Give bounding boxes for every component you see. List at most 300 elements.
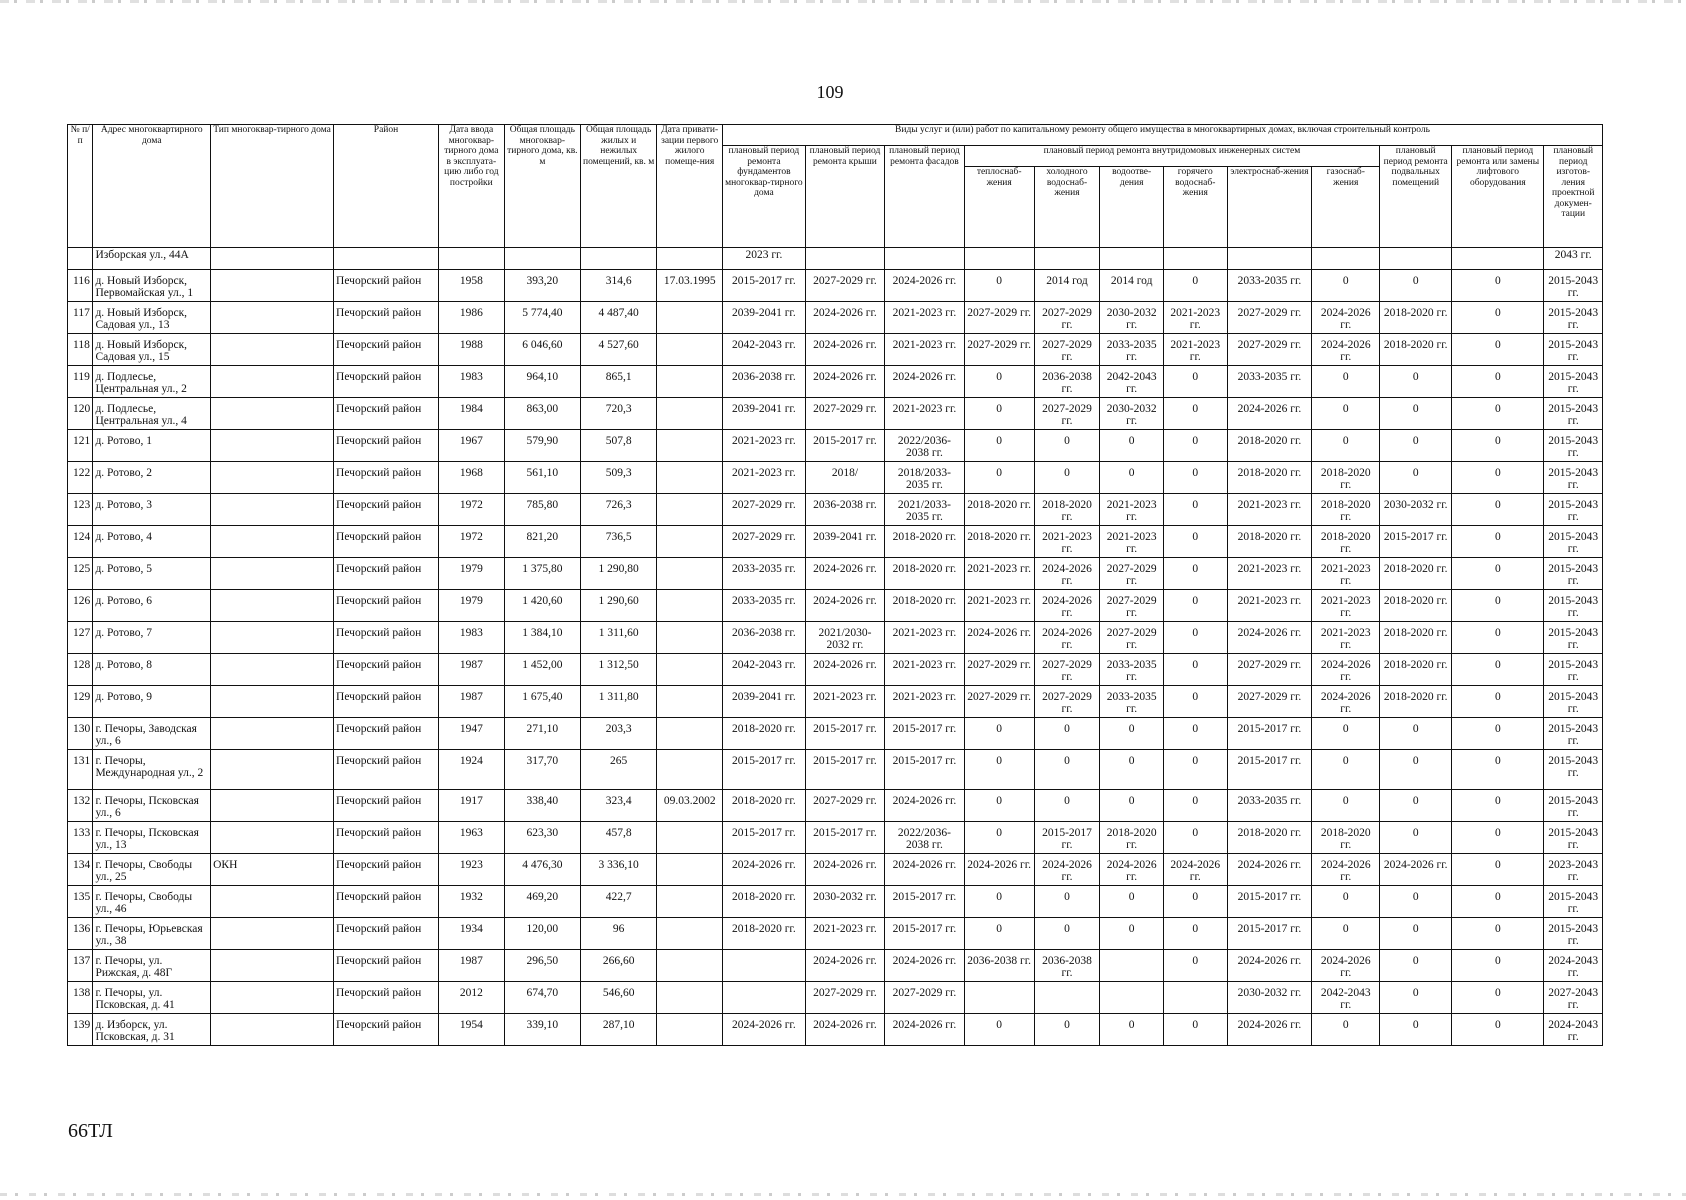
cell-year: 1954 [438,1014,504,1046]
cell-electricity: 2027-2029 гг. [1227,334,1312,366]
cell-facade: 2022/2036-2038 гг. [885,430,964,462]
cell-electricity: 2018-2020 гг. [1227,822,1312,854]
cell-cold-water: 2027-2029 гг. [1034,398,1100,430]
cell-year: 1967 [438,430,504,462]
cell-facade: 2021-2023 гг. [885,334,964,366]
cell-foundation: 2039-2041 гг. [723,686,806,718]
cell-living-area: 736,5 [581,526,657,558]
table-row [68,398,1603,430]
cell-address: г. Печоры, ул. Псковская, д. 41 [93,982,211,1014]
cell-sewerage: 0 [1100,750,1164,790]
cell-heating: 2024-2026 гг. [964,854,1034,886]
cell-sewerage [1100,982,1164,1014]
header-facade: плановый период ремонта фасадов [885,146,964,248]
cell-year: 1934 [438,918,504,950]
header-address: Адрес многоквартирного дома [93,125,211,248]
cell-total-area: 339,10 [504,1014,580,1046]
cell-year: 1987 [438,654,504,686]
table-header [68,125,1603,248]
cell-address: д. Ротово, 7 [93,622,211,654]
cell-heating: 2021-2023 гг. [964,590,1034,622]
cell-total-area: 579,90 [504,430,580,462]
cell-facade: 2018-2020 гг. [885,590,964,622]
cell-house-type [211,526,334,558]
cell-gas: 0 [1312,366,1380,398]
cell-num: 137 [68,950,93,982]
cell-district: Печорский район [334,366,439,398]
cell-facade: 2024-2026 гг. [885,854,964,886]
cell-heating [964,982,1034,1014]
cell-year: 1947 [438,718,504,750]
cell-year: 1979 [438,558,504,590]
cell-basement: 2024-2026 гг. [1380,854,1452,886]
cell-hot-water: 0 [1163,398,1227,430]
cell-address: д. Подлесье, Центральная ул., 4 [93,398,211,430]
cell-sewerage: 2014 год [1100,270,1164,302]
cell-privatization [657,622,723,654]
cell-num: 124 [68,526,93,558]
table-row [68,654,1603,686]
cell-address: г. Печоры, ул. Рижская, д. 48Г [93,950,211,982]
cell-elevator [1452,248,1544,270]
cell-living-area: 1 290,80 [581,558,657,590]
cell-total-area: 338,40 [504,790,580,822]
cell-district: Печорский район [334,854,439,886]
cell-address: г. Печоры, Юрьевская ул., 38 [93,918,211,950]
table-row [68,302,1603,334]
cell-address: г. Печоры, Международная ул., 2 [93,750,211,790]
cell-hot-water: 0 [1163,558,1227,590]
cell-gas: 0 [1312,918,1380,950]
cell-electricity: 2015-2017 гг. [1227,886,1312,918]
cell-privatization [657,950,723,982]
cell-electricity: 2015-2017 гг. [1227,718,1312,750]
cell-roof: 2015-2017 гг. [805,718,884,750]
cell-total-area: 4 476,30 [504,854,580,886]
cell-district: Печорский район [334,270,439,302]
cell-hot-water: 0 [1163,270,1227,302]
cell-gas: 2024-2026 гг. [1312,334,1380,366]
cell-basement: 0 [1380,982,1452,1014]
cell-gas: 2021-2023 гг. [1312,622,1380,654]
cell-num: 129 [68,686,93,718]
cell-electricity: 2018-2020 гг. [1227,462,1312,494]
header-heating: теплоснаб-жения [964,167,1034,248]
cell-design: 2015-2043 гг. [1544,398,1603,430]
cell-hot-water: 0 [1163,918,1227,950]
cell-foundation: 2023 гг. [723,248,806,270]
cell-hot-water: 0 [1163,790,1227,822]
cell-hot-water: 0 [1163,654,1227,686]
cell-privatization [657,462,723,494]
cell-design: 2015-2043 гг. [1544,462,1603,494]
cell-design: 2015-2043 гг. [1544,430,1603,462]
cell-district: Печорский район [334,398,439,430]
cell-privatization [657,918,723,950]
cell-address: д. Новый Изборск, Первомайская ул., 1 [93,270,211,302]
cell-basement: 2030-2032 гг. [1380,494,1452,526]
cell-address: д. Ротово, 4 [93,526,211,558]
cell-year: 1988 [438,334,504,366]
cell-cold-water: 0 [1034,886,1100,918]
cell-house-type [211,430,334,462]
cell-roof: 2024-2026 гг. [805,854,884,886]
cell-district: Печорский район [334,790,439,822]
cell-house-type [211,750,334,790]
cell-roof: 2021/2030-2032 гг. [805,622,884,654]
continuation-row [68,248,1603,270]
cell-heating: 0 [964,1014,1034,1046]
header-cold-water: холодного водоснаб-жения [1034,167,1100,248]
cell-heating: 2018-2020 гг. [964,494,1034,526]
cell-privatization [657,590,723,622]
cell-roof: 2015-2017 гг. [805,822,884,854]
cell-heating: 2021-2023 гг. [964,558,1034,590]
cell-sewerage: 2027-2029 гг. [1100,622,1164,654]
cell-elevator: 0 [1452,526,1544,558]
cell-address: д. Ротово, 2 [93,462,211,494]
cell-year: 1968 [438,462,504,494]
cell-total-area: 821,20 [504,526,580,558]
cell-house-type [211,622,334,654]
cell-design: 2015-2043 гг. [1544,886,1603,918]
cell-facade [885,248,964,270]
cell-design: 2015-2043 гг. [1544,494,1603,526]
header-electricity: электроснаб-жения [1227,167,1312,248]
cell-house-type [211,398,334,430]
cell-roof: 2039-2041 гг. [805,526,884,558]
header-district: Район [334,125,439,248]
cell-elevator: 0 [1452,1014,1544,1046]
cell-num: 116 [68,270,93,302]
cell-privatization [657,430,723,462]
cell-privatization [657,398,723,430]
cell-sewerage: 2024-2026 гг. [1100,854,1164,886]
cell-roof: 2024-2026 гг. [805,590,884,622]
cell-district: Печорский район [334,494,439,526]
cell-gas: 2024-2026 гг. [1312,854,1380,886]
cell-address: г. Печоры, Псковская ул., 6 [93,790,211,822]
cell-cold-water: 0 [1034,918,1100,950]
cell-house-type [211,886,334,918]
cell-house-type [211,494,334,526]
cell-district: Печорский район [334,526,439,558]
cell-num: 119 [68,366,93,398]
cell-district: Печорский район [334,590,439,622]
cell-design: 2024-2043 гг. [1544,950,1603,982]
header-num: № п/п [68,125,93,248]
cell-foundation [723,982,806,1014]
cell-design: 2015-2043 гг. [1544,918,1603,950]
cell-house-type [211,302,334,334]
cell-cold-water: 2027-2029 гг. [1034,334,1100,366]
table-row [68,686,1603,718]
cell-cold-water: 0 [1034,462,1100,494]
cell-roof: 2024-2026 гг. [805,654,884,686]
cell-heating: 2027-2029 гг. [964,302,1034,334]
cell-design: 2015-2043 гг. [1544,270,1603,302]
cell-sewerage: 2033-2035 гг. [1100,654,1164,686]
cell-elevator: 0 [1452,398,1544,430]
cell-privatization [657,494,723,526]
cell-gas: 2024-2026 гг. [1312,686,1380,718]
table-row [68,982,1603,1014]
cell-district: Печорский район [334,462,439,494]
cell-heating: 0 [964,462,1034,494]
cell-privatization [657,686,723,718]
cell-facade: 2021-2023 гг. [885,686,964,718]
cell-heating: 0 [964,886,1034,918]
cell-electricity: 2021-2023 гг. [1227,590,1312,622]
cell-electricity: 2024-2026 гг. [1227,1014,1312,1046]
cell-privatization: 17.03.1995 [657,270,723,302]
cell-house-type [211,918,334,950]
cell-gas: 2024-2026 гг. [1312,302,1380,334]
cell-foundation: 2015-2017 гг. [723,270,806,302]
cell-num: 133 [68,822,93,854]
cell-heating: 2036-2038 гг. [964,950,1034,982]
cell-gas: 2021-2023 гг. [1312,590,1380,622]
cell-total-area: 6 046,60 [504,334,580,366]
cell-roof: 2018/ [805,462,884,494]
cell-basement [1380,248,1452,270]
cell-heating: 2027-2029 гг. [964,686,1034,718]
cell-living-area: 1 311,80 [581,686,657,718]
cell-basement: 0 [1380,750,1452,790]
cell-living-area: 3 336,10 [581,854,657,886]
header-total-area: Общая площадь многоквар-тирного дома, кв. м [504,125,580,248]
cell-elevator: 0 [1452,366,1544,398]
cell-cold-water [1034,982,1100,1014]
cell-hot-water [1163,248,1227,270]
table-body [68,248,1603,1046]
cell-design: 2015-2043 гг. [1544,822,1603,854]
cell-elevator: 0 [1452,654,1544,686]
cell-cold-water [1034,248,1100,270]
cell-living-area: 203,3 [581,718,657,750]
header-privatization: Дата привати-зации первого жилого помеще-ния [657,125,723,248]
cell-heating: 0 [964,750,1034,790]
cell-sewerage: 2027-2029 гг. [1100,590,1164,622]
cell-foundation: 2024-2026 гг. [723,1014,806,1046]
cell-heating: 2027-2029 гг. [964,334,1034,366]
cell-gas: 0 [1312,270,1380,302]
cell-hot-water: 0 [1163,686,1227,718]
cell-year: 2012 [438,982,504,1014]
cell-address: г. Печоры, Свободы ул., 46 [93,886,211,918]
cell-foundation: 2033-2035 гг. [723,558,806,590]
header-works-group: Виды услуг и (или) работ по капитальному ремонту общего имущества в многоквартирных домах, включая строительный контроль [723,125,1603,146]
cell-foundation: 2033-2035 гг. [723,590,806,622]
cell-cold-water: 0 [1034,1014,1100,1046]
cell-heating: 0 [964,366,1034,398]
cell-year: 1932 [438,886,504,918]
cell-sewerage: 2027-2029 гг. [1100,558,1164,590]
cell-privatization [657,248,723,270]
cell-privatization [657,334,723,366]
cell-hot-water: 0 [1163,494,1227,526]
cell-house-type [211,334,334,366]
cell-basement: 0 [1380,886,1452,918]
cell-design: 2015-2043 гг. [1544,790,1603,822]
cell-sewerage: 0 [1100,886,1164,918]
cell-living-area: 1 290,60 [581,590,657,622]
cell-electricity: 2027-2029 гг. [1227,654,1312,686]
cell-year: 1984 [438,398,504,430]
cell-basement: 2018-2020 гг. [1380,558,1452,590]
table-row [68,854,1603,886]
cell-design: 2015-2043 гг. [1544,686,1603,718]
cell-foundation: 2036-2038 гг. [723,366,806,398]
table-row [68,270,1603,302]
cell-total-area: 296,50 [504,950,580,982]
cell-district: Печорский район [334,558,439,590]
cell-foundation [723,950,806,982]
cell-electricity: 2033-2035 гг. [1227,366,1312,398]
cell-year: 1987 [438,686,504,718]
cell-roof: 2036-2038 гг. [805,494,884,526]
cell-num: 125 [68,558,93,590]
cell-house-type [211,982,334,1014]
cell-basement: 0 [1380,790,1452,822]
cell-total-area: 469,20 [504,886,580,918]
cell-hot-water: 0 [1163,886,1227,918]
cell-num: 138 [68,982,93,1014]
cell-num: 139 [68,1014,93,1046]
cell-heating: 2027-2029 гг. [964,654,1034,686]
cell-cold-water: 2036-2038 гг. [1034,366,1100,398]
cell-total-area: 674,70 [504,982,580,1014]
table-row [68,590,1603,622]
cell-facade: 2024-2026 гг. [885,950,964,982]
header-commission-date: Дата ввода многоквар-тирного дома в эксплуата-цию либо год постройки [438,125,504,248]
cell-living-area: 4 527,60 [581,334,657,366]
cell-facade: 2024-2026 гг. [885,1014,964,1046]
cell-total-area: 1 675,40 [504,686,580,718]
cell-privatization [657,982,723,1014]
cell-sewerage: 0 [1100,790,1164,822]
cell-elevator: 0 [1452,822,1544,854]
cell-gas: 0 [1312,718,1380,750]
cell-living-area: 720,3 [581,398,657,430]
cell-basement: 0 [1380,366,1452,398]
cell-district: Печорский район [334,918,439,950]
cell-basement: 0 [1380,430,1452,462]
cell-heating: 0 [964,430,1034,462]
cell-roof [805,248,884,270]
cell-num: 117 [68,302,93,334]
cell-gas: 2018-2020 гг. [1312,526,1380,558]
cell-roof: 2021-2023 гг. [805,918,884,950]
cell-elevator: 0 [1452,334,1544,366]
cell-design: 2015-2043 гг. [1544,366,1603,398]
cell-sewerage: 0 [1100,1014,1164,1046]
cell-privatization [657,558,723,590]
table-row [68,950,1603,982]
cell-basement: 0 [1380,950,1452,982]
cell-basement: 2018-2020 гг. [1380,622,1452,654]
cell-num: 126 [68,590,93,622]
cell-house-type [211,1014,334,1046]
cell-total-area: 785,80 [504,494,580,526]
cell-hot-water: 2024-2026 гг. [1163,854,1227,886]
header-basement: плановый период ремонта подвальных помещений [1380,146,1452,248]
cell-electricity: 2033-2035 гг. [1227,270,1312,302]
cell-design: 2015-2043 гг. [1544,622,1603,654]
cell-hot-water: 0 [1163,526,1227,558]
cell-address: г. Печоры, Заводская ул., 6 [93,718,211,750]
cell-facade: 2024-2026 гг. [885,366,964,398]
cell-house-type: ОКН [211,854,334,886]
cell-address: д. Новый Изборск, Садовая ул., 15 [93,334,211,366]
cell-sewerage: 0 [1100,918,1164,950]
header-elevator: плановый период ремонта или замены лифтового оборудования [1452,146,1544,248]
header-design-docs: плановый период изготов-ления проектной докумен-тации [1544,146,1603,248]
cell-district: Печорский район [334,822,439,854]
cell-sewerage: 0 [1100,718,1164,750]
cell-privatization [657,854,723,886]
cell-heating: 2018-2020 гг. [964,526,1034,558]
cell-foundation: 2021-2023 гг. [723,430,806,462]
cell-gas: 0 [1312,750,1380,790]
cell-house-type [211,654,334,686]
scan-edge-bottom [0,1193,1686,1196]
cell-elevator: 0 [1452,918,1544,950]
cell-total-area: 120,00 [504,918,580,950]
cell-electricity: 2018-2020 гг. [1227,526,1312,558]
cell-design: 2015-2043 гг. [1544,750,1603,790]
cell-facade: 2021-2023 гг. [885,654,964,686]
cell-num: 121 [68,430,93,462]
cell-electricity: 2021-2023 гг. [1227,494,1312,526]
cell-heating: 0 [964,918,1034,950]
cell-elevator: 0 [1452,558,1544,590]
cell-privatization: 09.03.2002 [657,790,723,822]
cell-living-area: 265 [581,750,657,790]
cell-hot-water: 0 [1163,750,1227,790]
header-sewerage: водоотве-дения [1100,167,1164,248]
cell-living-area: 457,8 [581,822,657,854]
cell-gas: 2018-2020 гг. [1312,822,1380,854]
cell-heating: 0 [964,718,1034,750]
cell-total-area: 863,00 [504,398,580,430]
cell-foundation: 2018-2020 гг. [723,886,806,918]
cell-total-area: 5 774,40 [504,302,580,334]
table-row [68,918,1603,950]
cell-sewerage: 2021-2023 гг. [1100,526,1164,558]
cell-elevator: 0 [1452,494,1544,526]
cell-roof: 2024-2026 гг. [805,950,884,982]
cell-electricity: 2027-2029 гг. [1227,302,1312,334]
cell-elevator: 0 [1452,750,1544,790]
cell-electricity: 2024-2026 гг. [1227,950,1312,982]
cell-basement: 2018-2020 гг. [1380,302,1452,334]
cell-facade: 2022/2036-2038 гг. [885,822,964,854]
cell-living-area: 4 487,40 [581,302,657,334]
cell-district [334,248,439,270]
cell-privatization [657,526,723,558]
header-house-type: Тип многоквар-тирного дома [211,125,334,248]
cell-district: Печорский район [334,686,439,718]
cell-house-type [211,366,334,398]
cell-cold-water: 2027-2029 гг. [1034,654,1100,686]
cell-design: 2015-2043 гг. [1544,558,1603,590]
cell-living-area: 323,4 [581,790,657,822]
cell-elevator: 0 [1452,886,1544,918]
cell-sewerage: 2030-2032 гг. [1100,398,1164,430]
cell-facade: 2021-2023 гг. [885,622,964,654]
cell-hot-water: 0 [1163,430,1227,462]
